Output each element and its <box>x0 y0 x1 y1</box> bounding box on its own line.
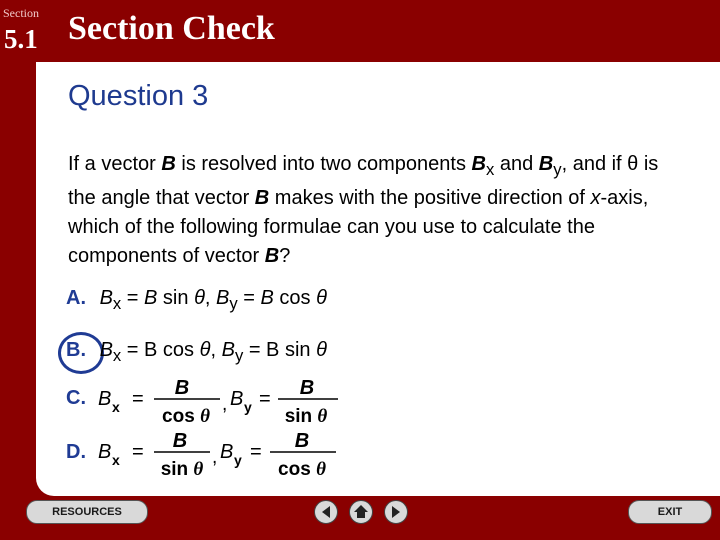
section-number: 5.1 <box>4 24 38 54</box>
svg-text:B: B <box>98 388 112 410</box>
resources-button[interactable]: RESOURCES <box>26 500 148 524</box>
svg-text:B: B <box>299 377 315 399</box>
svg-text:sin θ: sin θ <box>160 459 204 480</box>
option-b-text: $B_x = B$ cos θ, $B_y = B$ sin θ <box>99 339 327 365</box>
svg-text:B: B <box>172 430 188 452</box>
option-a-text: $B_x = B$ sin θ, $B_y = B$ cos θ <box>99 287 327 313</box>
header-bar <box>0 0 720 62</box>
option-b[interactable] <box>66 339 327 366</box>
svg-text:,: , <box>212 447 218 468</box>
question-title: Question 3 <box>68 80 209 112</box>
question-text: If a vector B is resolved into two components $B_x$ and $B_y$, and if θ is the angle that vector B makes with the positive direction of x-axis, which of the following formulae can you use to calculate the components of vector B? <box>68 153 659 267</box>
svg-text:,: , <box>222 394 228 415</box>
section-label: Section <box>3 6 39 20</box>
option-d-formula <box>98 424 348 480</box>
arrow-left-icon[interactable] <box>314 500 338 524</box>
svg-text:x: x <box>112 452 120 468</box>
svg-text:sin θ: sin θ <box>284 406 328 427</box>
option-c[interactable] <box>66 387 94 410</box>
exit-button[interactable]: EXIT <box>628 500 712 524</box>
option-b-letter: B. <box>66 339 86 361</box>
option-c-letter: C. <box>66 387 86 409</box>
arrow-right-icon[interactable] <box>384 500 408 524</box>
svg-text:=: = <box>250 441 262 463</box>
svg-text:cos θ: cos θ <box>162 406 210 427</box>
svg-text:B: B <box>294 430 310 452</box>
svg-text:B: B <box>98 441 112 463</box>
svg-text:B: B <box>230 388 244 410</box>
svg-text:B: B <box>174 377 190 399</box>
option-c-formula <box>98 372 348 428</box>
svg-text:x: x <box>112 399 120 415</box>
option-d-letter: D. <box>66 441 86 463</box>
option-d[interactable] <box>66 441 94 464</box>
svg-text:cos θ: cos θ <box>278 459 326 480</box>
svg-text:B: B <box>220 441 234 463</box>
svg-text:y: y <box>244 399 252 415</box>
home-icon[interactable] <box>349 500 373 524</box>
option-a-letter: A. <box>66 287 86 309</box>
svg-text:=: = <box>132 441 144 463</box>
option-a[interactable] <box>66 287 327 314</box>
svg-text:=: = <box>132 388 144 410</box>
page-title: Section Check <box>68 10 275 47</box>
svg-text:y: y <box>234 452 242 468</box>
svg-text:=: = <box>259 388 271 410</box>
